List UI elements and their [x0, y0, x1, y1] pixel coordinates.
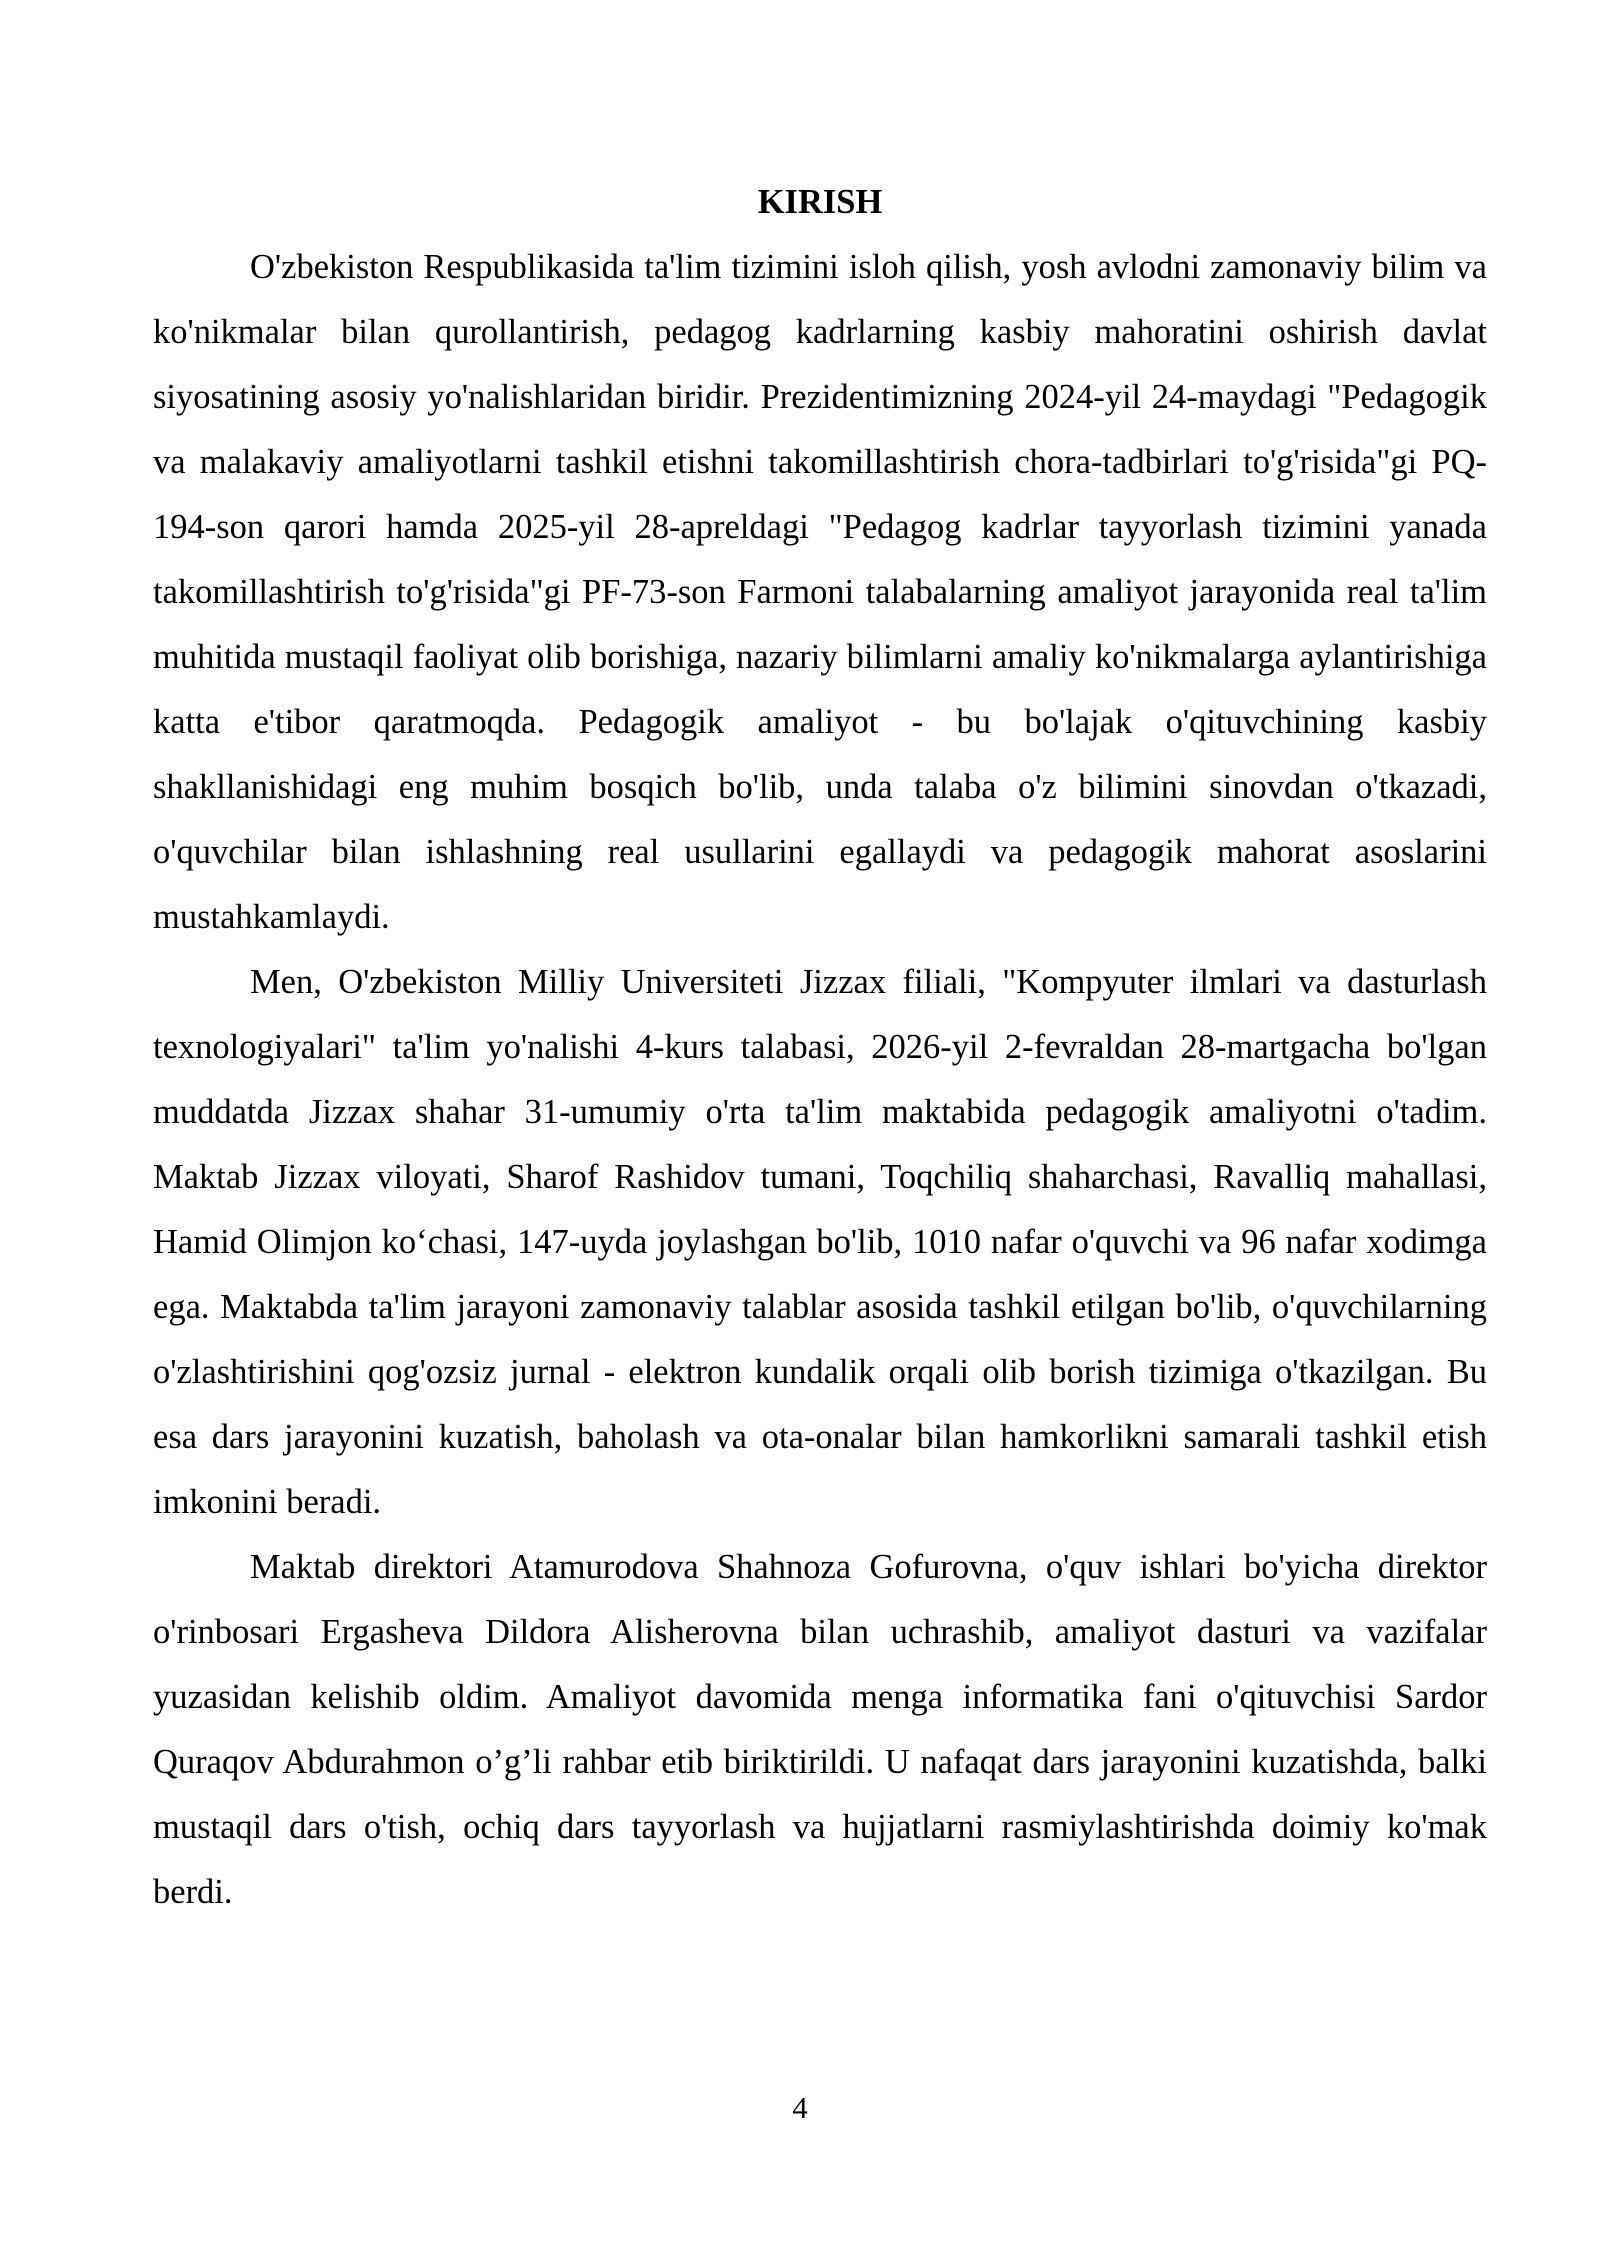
document-body: [153, 170, 1487, 1925]
paragraph-practice-location: Men, O'zbekiston Milliy Universiteti Jizzax filiali, "Kompyuter ilmlari va dasturlash texnologiyalari" ta'lim yo'nalishi 4-kurs talabasi, 2026-yil 2-fevraldan 28-martgacha bo'lgan muddatda Jizzax shahar 31-umumiy o'rta ta'lim maktabida pedagogik amaliyotni o'tadim. Maktab Jizzax viloyati, Sharof Rashidov tumani, Toqchiliq shaharchasi, Ravalliq mahallasi, Hamid Olimjon ko‘chasi, 147-uyda joylashgan bo'lib, 1010 nafar o'quvchi va 96 nafar xodimga ega. Maktabda ta'lim jarayoni zamonaviy talablar asosida tashkil etilgan bo'lib, o'quvchilarning o'zlashtirishini qog'ozsiz jurnal - elektron kundalik orqali olib borish tizimiga o'tkazilgan. Bu esa dars jarayonini kuzatish, baholash va ota-onalar bilan hamkorlikni samarali tashkil etish imkonini beradi.: [153, 963, 1487, 1521]
section-title: KIRISH: [757, 183, 883, 221]
page-number: 4: [792, 2090, 808, 2125]
paragraph-introduction: O'zbekiston Respublikasida ta'lim tizimini isloh qilish, yosh avlodni zamonaviy bilim va ko'nikmalar bilan qurollantirish, pedagog kadrlarning kasbiy mahoratini oshirish davlat siyosatining asosiy yo'nalishlaridan biridir. Prezidentimizning 2024-yil 24-maydagi "Pedagogik va malakaviy amaliyotlarni tashkil etishni takomillashtirish chora-tadbirlari to'g'risida"gi PQ-194-son qarori hamda 2025-yil 28-apreldagi "Pedagog kadrlar tayyorlash tizimini yanada takomillashtirish to'g'risida"gi PF-73-son Farmoni talabalarning amaliyot jarayonida real ta'lim muhitida mustaqil faoliyat olib borishiga, nazariy bilimlarni amaliy ko'nikmalarga aylantirishiga katta e'tibor qaratmoqda. Pedagogik amaliyot - bu bo'lajak o'qituvchining kasbiy shakllanishidagi eng muhim bosqich bo'lib, unda talaba o'z bilimini sinovdan o'tkazadi, o'quvchilar bilan ishlashning real usullarini egallaydi va pedagogik mahorat asoslarini mustahkamlaydi.: [153, 248, 1487, 936]
paragraph-supervisors: Maktab direktori Atamurodova Shahnoza Gofurovna, o'quv ishlari bo'yicha direktor o'rinbosari Ergasheva Dildora Alisherovna bilan uchrashib, amaliyot dasturi va vazifalar yuzasidan kelishib oldim. Amaliyot davomida menga informatika fani o'qituvchisi Sardor Quraqov Abdurahmon o’g’li rahbar etib biriktirildi. U nafaqat dars jarayonini kuzatishda, balki mustaqil dars o'tish, ochiq dars tayyorlash va hujjatlarni rasmiylashtirishda doimiy ko'mak berdi.: [153, 1548, 1487, 1911]
